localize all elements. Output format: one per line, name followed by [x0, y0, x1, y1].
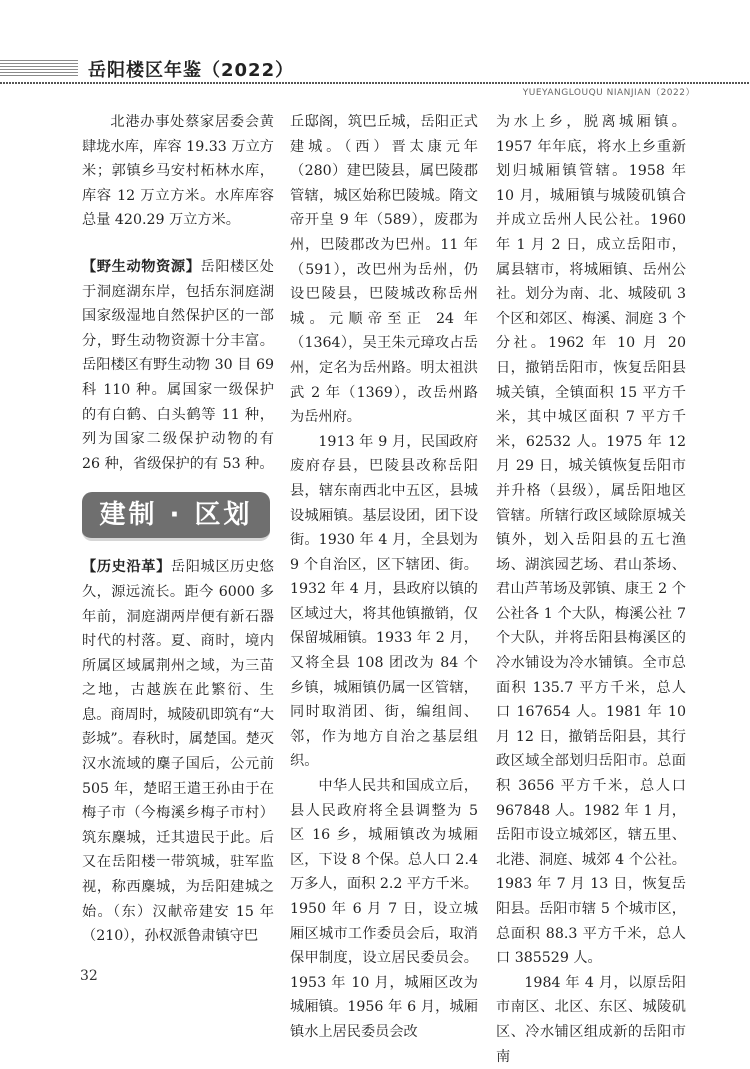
section-heading: 建制 · 区划: [82, 492, 270, 541]
paragraph-2-3: 中华人民共和国成立后，县人民政府将全县调整为 5 区 16 乡，城厢镇改为城厢区，下设 8 个保。总人口 2.4 万多人，面积 2.2 平方千米。1950 年 6 月 7 日，设立城厢区城市工作委员会后，取消保甲制度，设立居民委员会。1953 年 10 月，城厢区改为城厢镇。1956 年 6 月，城厢镇水上居民委员会改: [290, 778, 478, 1040]
history-text: 岳阳城区历史悠久，源远流长。距今 6000 多年前，洞庭湖两岸便有新石器时代的村落。夏、商时，境内所属区域属荆州之域，为三苗之地，古越族在此繁衍、生息。商周时，城陵矶即筑有“大彭城”。春秋时，属楚国。楚灭汉水流域的麇子国后，公元前 505 年，楚昭王遣王孙由于在梅子市（今梅溪乡梅子市村）筑东麇城，迁其遗民于此。后又在岳阳楼一带筑城，驻军监视，称西麇城，为岳阳建城之始。（东）汉献帝建安 15 年（210），孙权派鲁肃镇守巴: [82, 559, 274, 945]
page-number: 32: [80, 968, 98, 984]
paragraph-wildlife: [82, 255, 274, 476]
header-title: 岳阳楼区年鉴（2022）: [88, 60, 295, 81]
header-rule: [0, 82, 750, 84]
column-1: [82, 110, 274, 949]
header-subtitle: YUEYANGLOUQU NIANJIAN（2022）: [522, 88, 695, 98]
column-2: [290, 110, 478, 1045]
paragraph-history: [82, 555, 274, 949]
paragraph-2-1: 丘邸阁，筑巴丘城，岳阳正式建城。（西）晋太康元年（280）建巴陵县，属巴陵郡管辖，城区始称巴陵城。隋文帝开皇 9 年（589），废郡为州，巴陵郡改为巴州。11 年（591），改巴州为岳州，仍设巴陵县，巴陵城改称岳州城。元顺帝至正 24 年（1364），吴王朱元璋攻占岳州，定名为岳州路。明太祖洪武 2 年（1369），改岳州路为岳州府。: [290, 114, 478, 426]
column-3: [496, 110, 686, 1069]
wildlife-text: 岳阳楼区处于洞庭湖东岸，包括东洞庭湖国家级湿地自然保护区的一部分，野生动物资源十分丰富。岳阳楼区有野生动物 30 目 69 科 110 种。属国家一级保护的有白鹤、白头鹤等 11 种，列为国家二级保护动物的有 26 种，省级保护的有 53 种。: [82, 258, 274, 472]
paragraph-3-1: 为水上乡，脱离城厢镇。1957 年年底，将水上乡重新划归城厢镇管辖。1958 年 10 月，城厢镇与城陵矶镇合并成立岳州人民公社。1960 年 1 月 2 日，成立岳阳市，属县辖市，将城厢镇、岳州公社。划分为南、北、城陵矶 3 个区和郊区、梅溪、洞庭 3 个分社。1962 年 10 月 20 日，撤销岳阳市，恢复岳阳县城关镇，全镇面积 15 平方千米，其中城区面积 7 平方千米，62532 人。1975 年 12 月 29 日，城关镇恢复岳阳市并升格（县级），属岳阳地区管辖。所辖行政区域除原城关镇外，划入岳阳县的五七渔场、湖滨园艺场、君山茶场、君山芦苇场及郭镇、康王 2 个公社各 1 个大队，梅溪公社 7 个大队，并将岳阳县梅溪区的冷水铺设为冷水铺镇。全市总面积 135.7 平方千米，总人口 167654 人。1981 年 10 月 12 日，撤销岳阳县，其行政区域全部划归岳阳市。总面积 3656 平方千米，总人口 967848 人。1982 年 1 月，岳阳市设立城郊区，辖五里、北港、洞庭、城郊 4 个公社。1983 年 7 月 13 日，恢复岳阳县。岳阳市辖 5 个城市区，总面积 88.3 平方千米，总人口 385529 人。: [496, 114, 686, 967]
keyword-history: 【历史沿革】: [82, 559, 171, 576]
paragraph-water: 北港办事处蔡家居委会黄肆垅水库，库容 19.33 万立方米；郭镇乡马安村柘林水库，库容 12 万立方米。水库库容总量 420.29 万立方米。: [82, 114, 274, 229]
header-stripes: [0, 60, 78, 78]
page-header: [0, 52, 750, 102]
paragraph-3-2: 1984 年 4 月，以原岳阳市南区、北区、东区、城陵矶区、冷水铺区组成新的岳阳市南: [496, 974, 686, 1065]
paragraph-2-2: 1913 年 9 月，民国政府废府存县，巴陵县改称岳阳县，辖东南西北中五区，县城设城厢镇。基层设团，团下设街。1930 年 4 月，全县划为 9 个自治区，区下辖团、街。1932 年 4 月，县政府以镇的区域过大，将其他镇撤销，仅保留城厢镇。1933 年 2 月，又将全县 108 团改为 84 个乡镇，城厢镇仍属一区管辖，同时取消团、街，编组闾、邻，作为地方自治之基层组织。: [290, 433, 478, 770]
keyword-wildlife: 【野生动物资源】: [82, 258, 201, 275]
